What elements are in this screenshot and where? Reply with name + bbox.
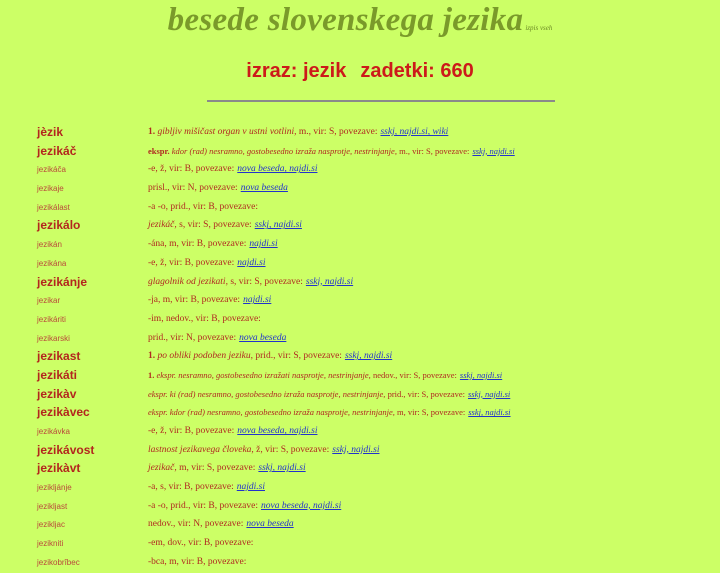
grammar-info: -a, s, vir: B, povezave:	[148, 482, 234, 493]
list-item	[0, 292, 720, 311]
entry-definition	[148, 127, 448, 137]
grammar-info: m, vir: S, povezave:	[179, 463, 256, 474]
entry-definition	[148, 164, 317, 174]
sense-number: 1.	[148, 127, 156, 137]
grammar-info: -em, dov., vir: B, povezave:	[148, 538, 254, 549]
definition-text: jezikáč,	[148, 220, 177, 231]
entry-links[interactable]: najdi.si	[249, 239, 278, 250]
entry-word[interactable]: jèzik	[37, 125, 64, 139]
entry-links[interactable]: sskj, najdi.si	[254, 220, 302, 231]
header	[0, 2, 720, 39]
list-item	[0, 274, 720, 293]
entry-links[interactable]: sskj, najdi.si, wiki	[380, 127, 449, 137]
list-item	[0, 404, 720, 423]
page-title-suffix: izpis vseh	[525, 24, 553, 32]
entry-definition	[148, 501, 341, 511]
entry-word[interactable]: jezikar	[37, 296, 61, 306]
entry-word[interactable]: jezikávost	[37, 442, 95, 457]
grammar-info: -a -o, prid., vir: B, povezave:	[148, 201, 259, 212]
grammar-info: prid., vir: S, povezave:	[255, 351, 342, 362]
grammar-info: -e, ž, vir: B, povezave:	[148, 426, 235, 436]
entry-links[interactable]: nova beseda, najdi.si	[237, 426, 318, 436]
entry-definition	[148, 407, 511, 417]
entry-definition	[148, 258, 266, 268]
entry-word[interactable]: jezikáč	[37, 143, 77, 158]
entry-word[interactable]: jezikávka	[37, 427, 70, 436]
entry-links[interactable]: sskj, najdi.si	[344, 351, 393, 362]
list-item	[0, 143, 720, 162]
entry-definition	[148, 389, 510, 399]
grammar-info: -bca, m, vir: B, povezave:	[148, 556, 247, 567]
entry-links[interactable]: sskj, najdi.si	[459, 369, 503, 380]
list-item	[0, 236, 720, 255]
sense-number: 1.	[148, 369, 155, 380]
entry-links[interactable]: sskj, najdi.si	[305, 276, 354, 287]
entry-word[interactable]: jezikàvt	[37, 461, 81, 476]
list-item	[0, 479, 720, 498]
definition-text: ekspr. ki (rad) nesramno, gostobesedno izraža nasprotje, nestrinjanje,	[148, 388, 386, 399]
grammar-info: prisl., vir: N, povezave:	[148, 183, 238, 194]
query-hit-count: zadetki: 660	[360, 60, 474, 82]
entry-links[interactable]: sskj, najdi.si	[332, 444, 380, 455]
entry-definition	[148, 277, 353, 287]
entry-definition	[148, 333, 286, 343]
list-item	[0, 180, 720, 199]
entry-word[interactable]: jezikáča	[37, 165, 66, 175]
list-item	[0, 460, 720, 479]
list-item	[0, 367, 720, 386]
entry-definition	[148, 519, 294, 529]
grammar-info: nedov., vir: S, povezave:	[372, 369, 457, 380]
definition-text: gibljiv mišičast organ v ustni votlini,	[157, 127, 297, 137]
grammar-info: nedov., vir: N, povezave:	[148, 519, 244, 530]
list-item	[0, 124, 720, 143]
list-item	[0, 199, 720, 218]
entry-definition	[148, 295, 271, 305]
entry-word[interactable]: jezikljánje	[37, 483, 72, 493]
entry-definition	[148, 351, 392, 361]
definition-text: ekspr. kdor (rad) nesramno, gostobesedno izraža nasprotje, nestrinjanje,	[148, 407, 395, 418]
entry-links[interactable]: nova beseda	[246, 519, 294, 530]
entry-word[interactable]: jezikáriti	[37, 314, 66, 324]
definition-text: jezikač,	[148, 463, 177, 474]
list-item	[0, 554, 720, 573]
entry-definition	[148, 239, 278, 249]
query-summary	[0, 60, 720, 83]
entry-definition	[148, 220, 302, 230]
entry-links[interactable]: nova beseda, najdi.si	[261, 500, 342, 511]
entry-definition	[148, 370, 502, 380]
entry-definition	[148, 146, 515, 156]
entry-word[interactable]: jezikán	[37, 240, 62, 250]
grammar-info: m., vir: S, povezave:	[298, 127, 378, 137]
list-item	[0, 311, 720, 330]
list-item	[0, 386, 720, 405]
entry-links[interactable]: sskj, najdi.si	[468, 407, 511, 418]
grammar-info: -a -o, prid., vir: B, povezave:	[148, 500, 259, 511]
entry-list	[0, 124, 720, 573]
sense-number: 1.	[148, 351, 156, 362]
definition-text: kdor (rad) nesramno, gostobesedno izraža nasprotje, nestrinjanje,	[171, 145, 397, 156]
page-title: besede slovenskega jezika	[167, 2, 524, 38]
entry-definition	[148, 445, 380, 455]
entry-word[interactable]: jezikáti	[37, 367, 78, 382]
entry-definition	[148, 557, 246, 567]
entry-word[interactable]: jezikaje	[37, 184, 64, 194]
divider	[207, 100, 555, 102]
entry-word[interactable]: jezikálo	[37, 218, 81, 233]
grammar-info: -ja, m, vir: B, povezave:	[148, 295, 241, 306]
grammar-info: prid., vir: S, povezave:	[387, 388, 465, 399]
list-item	[0, 217, 720, 236]
definition-text: lastnost jezikavega človeka,	[148, 444, 254, 455]
entry-word[interactable]: jezikána	[37, 258, 67, 268]
entry-links[interactable]: najdi.si	[237, 257, 266, 268]
grammar-info: s, vir: S, povezave:	[179, 220, 252, 231]
sense-number: ekspr.	[148, 145, 170, 156]
entry-links[interactable]: nova beseda, najdi.si	[237, 164, 318, 175]
entry-definition	[148, 426, 317, 436]
entry-word[interactable]: jezikobrîbec	[37, 557, 80, 567]
grammar-info: -ána, m, vir: B, povezave:	[148, 239, 247, 250]
list-item	[0, 442, 720, 461]
grammar-info: -e, ž, vir: B, povezave:	[148, 257, 235, 268]
entry-definition	[148, 314, 261, 324]
entry-word[interactable]: jezikniti	[37, 539, 64, 549]
grammar-info: prid., vir: N, povezave:	[148, 332, 237, 343]
grammar-info: m, vir: S, povezave:	[397, 407, 466, 418]
entry-word[interactable]: jezikàvec	[37, 405, 90, 420]
definition-text: po obliki podoben jeziku,	[157, 351, 254, 362]
entry-word[interactable]: jeziklјаc	[37, 520, 66, 530]
list-item	[0, 498, 720, 517]
list-item	[0, 535, 720, 554]
entry-word[interactable]: jezikast	[37, 349, 81, 364]
entry-definition	[148, 482, 265, 492]
entry-links[interactable]: najdi.si	[236, 482, 265, 493]
entry-definition	[148, 202, 258, 212]
grammar-info: -e, ž, vir: B, povezave:	[148, 164, 235, 175]
list-item	[0, 330, 720, 349]
grammar-info: s, vir: S, povezave:	[230, 276, 303, 287]
entry-word[interactable]: jeziklјаst	[37, 501, 68, 511]
entry-definition	[148, 183, 288, 193]
list-item	[0, 423, 720, 442]
definition-text: ekspr. nesramno, gostobesedno izražati nasprotje, nestrinjanje,	[156, 369, 371, 380]
list-item	[0, 255, 720, 274]
entry-links[interactable]: sskj, najdi.si	[258, 463, 306, 474]
list-item	[0, 348, 720, 367]
entry-links[interactable]: sskj, najdi.si	[468, 388, 511, 399]
entry-links[interactable]: nova beseda	[239, 332, 287, 343]
grammar-info: -im, nedov., vir: B, povezave:	[148, 313, 261, 324]
entry-links[interactable]: najdi.si	[243, 295, 272, 306]
definition-text: glagolnik od jezikati,	[148, 276, 228, 287]
entry-word[interactable]: jezikánje	[37, 274, 88, 289]
query-expression: izraz: jezik	[246, 60, 347, 82]
entry-links[interactable]: sskj, najdi.si	[472, 145, 515, 156]
entry-word[interactable]: jezikàv	[37, 386, 77, 401]
entry-links[interactable]: nova beseda	[240, 183, 288, 194]
entry-definition	[148, 463, 306, 473]
grammar-info: ž, vir: S, povezave:	[256, 444, 330, 455]
grammar-info: m., vir: S, povezave:	[399, 145, 470, 156]
list-item	[0, 516, 720, 535]
entry-word[interactable]: jezikarski	[37, 333, 70, 343]
list-item	[0, 161, 720, 180]
entry-word[interactable]: jezikálast	[37, 202, 70, 212]
